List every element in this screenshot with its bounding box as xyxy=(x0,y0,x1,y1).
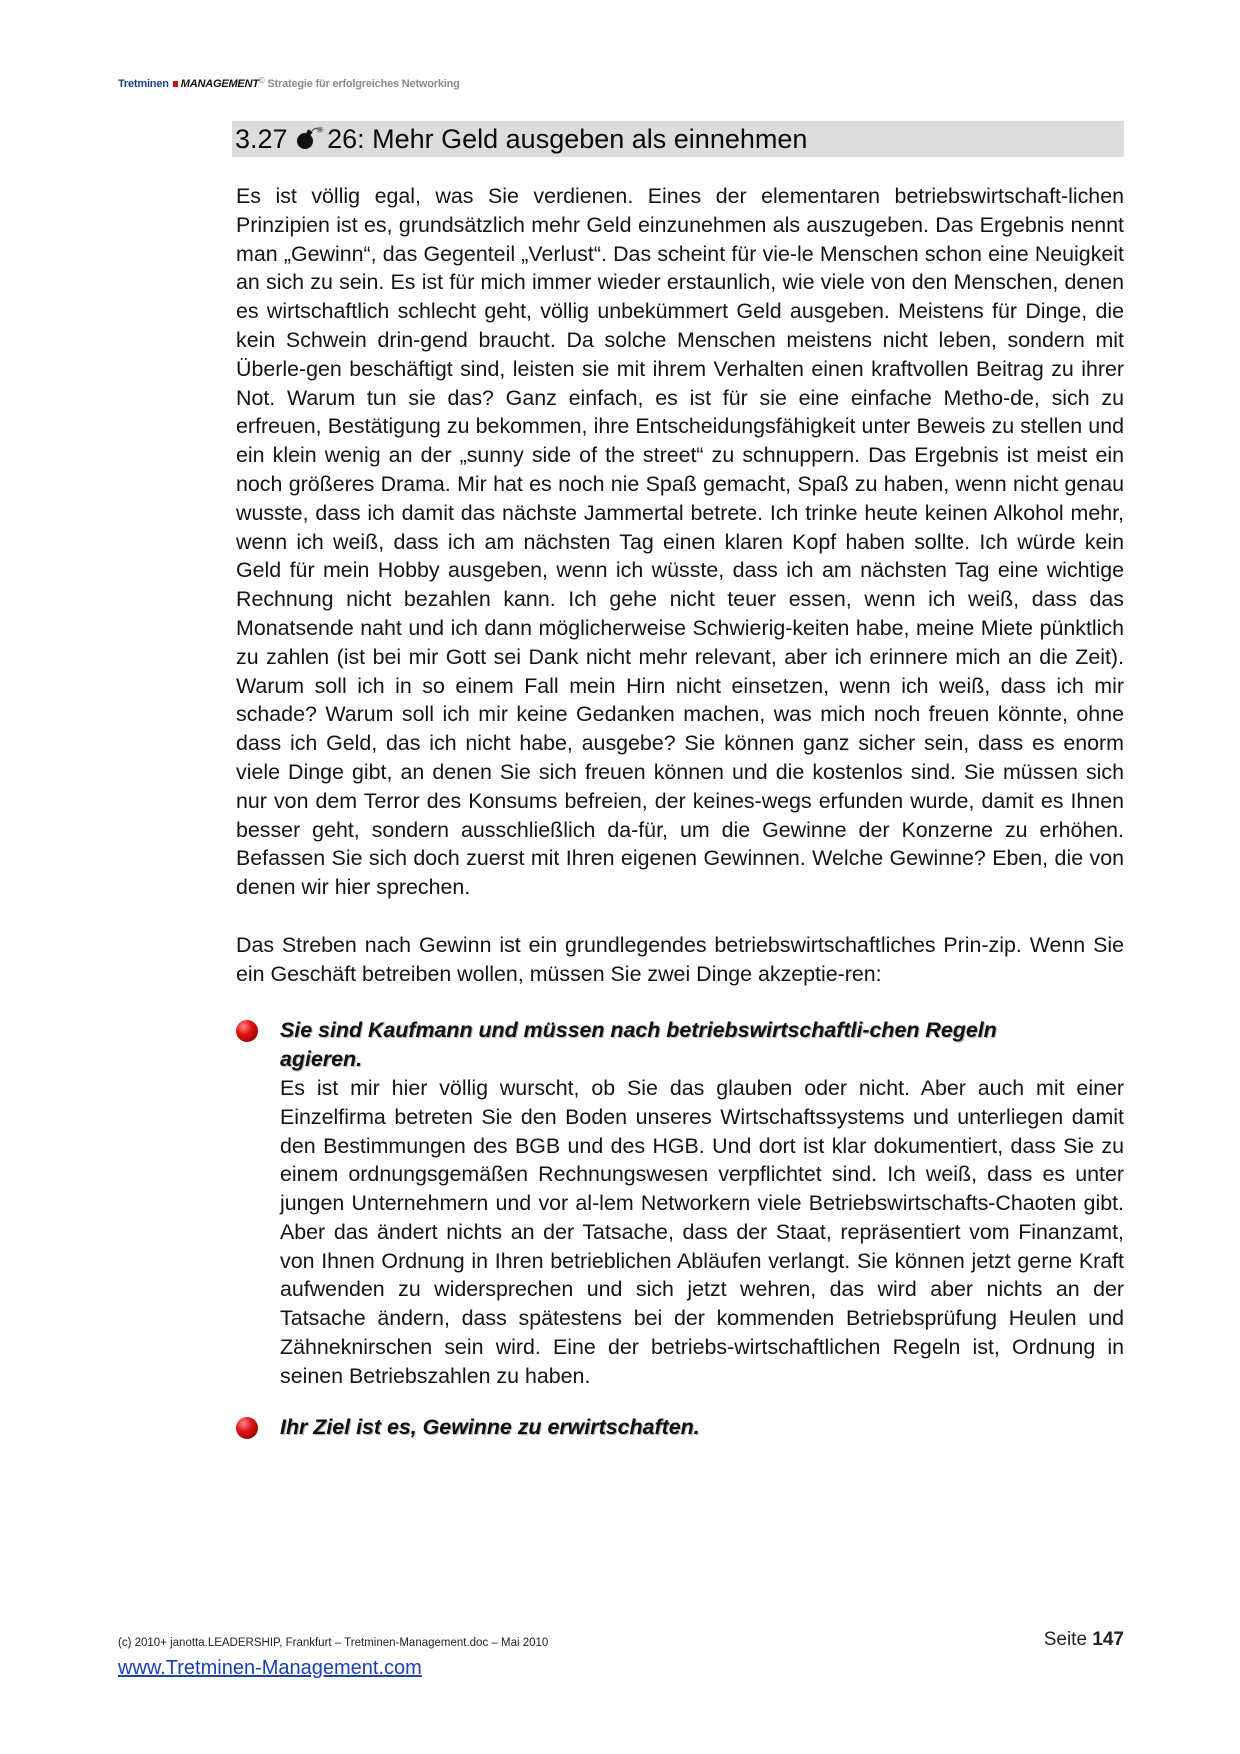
page-header xyxy=(118,76,460,90)
page-label: Seite xyxy=(1043,1629,1088,1650)
section-number: 3.27 xyxy=(235,124,288,154)
main-content xyxy=(236,182,1124,1441)
body-paragraph: Das Streben nach Gewinn ist ein grundlegendes betriebswirtschaftliches Prin-zip. Wenn Sie ein Geschäft betreiben wollen, müssen Sie zwei Dinge akzeptie-ren: xyxy=(236,932,1124,986)
page-number xyxy=(1044,1629,1124,1651)
bullet-body: Es ist mir hier völlig wurscht, ob Sie das glauben oder nicht. Aber auch mit einer Einzelfirma betreten Sie den Boden unseres Wirtschaftssystems und unterliegen damit den Bestimmungen des BGB und des HGB. Und dort ist klar dokumentiert, dass Sie zu einem ordnungsgemäßen Rechnungswesen verpflichtet sind. Ich weiß, dass es unter jungen Unternehmern und vor al-lem Networkern viele Betriebswirtschafts-Chaoten gibt. Aber das ändert nichts an der Tatsache, dass der Staat, repräsentiert vom Finanzamt, von Ihnen Ordnung in Ihren betrieblichen Abläufen verlangt. Sie können jetzt gerne Kraft aufwenden zu widersprechen und sich jetzt wehren, das wird aber nichts an der Tatsache ändern, dass spätestens bei der kommenden Betriebsprüfung Heulen und Zähneknirschen sein wird. Eine der betriebs-wirtschaftlichen Regeln ist, Ordnung in seinen Betriebszahlen zu haben. xyxy=(280,1075,1124,1388)
section-title: 26: Mehr Geld ausgeben als einnehmen xyxy=(327,124,808,154)
bullet-title: Ihr Ziel ist es, Gewinne zu erwirtschaften. xyxy=(280,1414,700,1439)
bomb-icon xyxy=(296,124,326,150)
bullet-title: Sie sind Kaufmann und müssen nach betriebswirtschaftli-chen Regeln agieren. xyxy=(280,1018,997,1072)
logo-mark-icon xyxy=(173,81,178,87)
footer-copyright: (c) 2010+ janotta.LEADERSHIP, Frankfurt – Tretminen-Management.doc – Mai 2010 xyxy=(118,1637,549,1649)
header-registered-mark: © xyxy=(258,76,265,85)
red-bullet-icon xyxy=(236,1020,258,1042)
header-brand-management: MANAGEMENT xyxy=(180,78,259,90)
header-tagline: Strategie für erfolgreiches Networking xyxy=(267,78,460,90)
bullet-list xyxy=(236,1016,1124,1441)
body-paragraph: Es ist völlig egal, was Sie verdienen. Eines der elementaren betriebswirtschaft-lichen Prinzipien ist es, grundsätzlich mehr Geld einzunehmen als auszugeben. Das Ergebnis nennt man „Gewinn“, das Gegenteil „Verlust“. Das scheint für vie-le Menschen schon eine Neuigkeit an sich zu sein. Es ist für mich immer wieder erstaunlich, wie viele von den Menschen, denen es wirtschaftlich schlecht geht, völlig unbekümmert Geld ausgeben. Meistens für Dinge, die kein Schwein drin-gend braucht. Da solche Menschen meistens nicht leben, sondern mit Überle-gen beschäftigt sind, leisten sie mit ihrem Verhalten einen kraftvollen Beitrag zu ihrer Not. Warum tun sie das? Ganz einfach, es ist für sie eine einfache Metho-de, sich zu erfreuen, Bestätigung zu bekommen, ihre Entscheidungsfähigkeit unter Beweis zu stellen und ein klein wenig an der „sunny side of the street“ zu schnuppern. Das Ergebnis ist meist ein noch größeres Drama. Mir hat es noch nie Spaß gemacht, Spaß zu haben, wenn nicht genau wusste, dass ich damit das nächste Jammertal betrete. Ich trinke heute keinen Alkohol mehr, wenn ich weiß, dass ich am nächsten Tag einen klaren Kopf haben sollte. Ich würde kein Geld für mein Hobby ausgeben, wenn ich wüsste, dass ich am nächsten Tag eine wichtige Rechnung nicht bezahlen kann. Ich gehe nicht teuer essen, wenn ich weiß, dass das Monatsende naht und ich dann möglicherweise Schwierig-keiten habe, meine Miete pünktlich zu zahlen (ist bei mir Gott sei Dank nicht mehr relevant, aber ich erinnere mich an die Zeit). Warum soll ich in so einem Fall mein Hirn nicht einsetzen, wenn ich weiß, dass ich mir schade? Warum soll ich mir keine Gedanken machen, was mich noch freuen könnte, ohne dass ich Geld, das ich nicht habe, ausgebe? Sie können ganz sicher sein, dass es enorm viele Dinge gibt, an denen Sie sich freuen können und die kostenlos sind. Sie müssen sich nur von dem Terror des Konsums befreien, der keines-wegs erfunden wurde, damit es Ihnen besser geht, sondern ausschließlich da-für, um die Gewinne der Konzerne zu erhöhen. Befassen Sie sich doch zuerst mit Ihren eigenen Gewinnen. Welche Gewinne? Eben, die von denen wir hier sprechen. xyxy=(236,184,1124,900)
list-item xyxy=(236,1016,1124,1390)
page-number-value: 147 xyxy=(1092,1629,1124,1650)
red-bullet-icon xyxy=(236,1417,258,1439)
list-item xyxy=(236,1413,1124,1442)
section-heading xyxy=(232,121,1124,157)
header-brand: Tretminen xyxy=(118,78,169,90)
website-link[interactable]: www.Tretminen-Management.com xyxy=(118,1657,422,1679)
